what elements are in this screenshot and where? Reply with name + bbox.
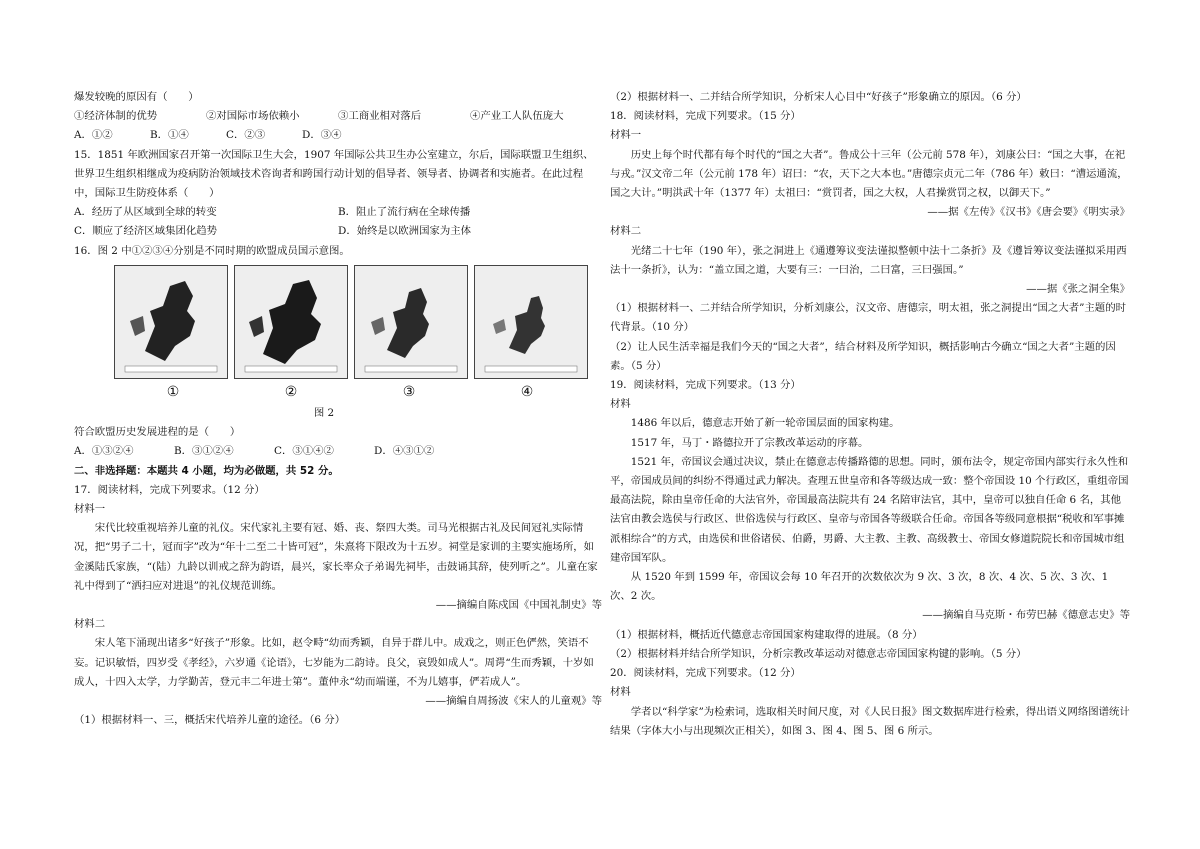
q17-material2-text: 宋人笔下涌现出诸多“好孩子”形象。比如，赵令畤“幼而秀颖，自异于群儿中。成戏之，则正色俨然，笑语不妄。记识敏悟，四岁受《孝经》，六岁通《论语》，七岁能为二韵诗。良父，哀毁如成人”。周谔“生而秀颖，十岁如成人，十四入太学，力学勤苦，登元丰二年进士第”。董仲永“幼而端谨，不为儿嬉事，俨若成人”。 bbox=[74, 637, 594, 688]
q14-statement-4: ④产业工人队伍庞大 bbox=[470, 110, 564, 123]
q18-sub1: （1）根据材料一、二并结合所学知识，分析刘康公，汉文帝、唐德宗，明太祖，张之洞提出“国之大者”主题的时代背景。（10 分） bbox=[610, 302, 1126, 334]
q20-stem: 20．阅读材料，完成下列要求。（12 分） bbox=[610, 667, 801, 680]
q20-material-text: 学者以“科学家”为检索词，选取相关时间尺度，对《人民日报》图文数据库进行检索，得出语义网络图谱统计结果（字体大小与出现频次正相关），如图 3、图 4、图 5、图 6 所示。 bbox=[610, 705, 1130, 737]
q14-stem-tail: 爆发较晚的原因有（ ） bbox=[74, 91, 199, 103]
q17-material1-text: 宋代比较重视培养儿童的礼仪。宋代家礼主要有冠、婚、丧、祭四大类。司马光根据古礼及民间冠礼实际情况，把“男子二十，冠而字”改为“年十二至二十皆可冠”，朱熹将下限改为十五岁。祠堂是家训的主要实施场所，如金溪陆氏家族，“(陆）九龄以训戒之辞为韵语，晨兴，家长率众子弟谒先祠毕，击鼓诵其辞，使列听之”。儿童在家礼中得到了“洒扫应对进退”的礼仪规范训练。 bbox=[74, 522, 598, 592]
q18-sub2: （2）让人民生活幸福是我们今天的“国之大者”，结合材料及所学知识，概括影响古今确立“国之大者”主题的因素。（5 分） bbox=[610, 340, 1116, 372]
q16-option-d: D．④③①② bbox=[374, 445, 435, 458]
q18-material2-text: 光绪二十七年（190 年），张之洞进上《通遵筹议变法谨拟整顿中法十二条折》及《遵旨筹议变法谨拟采用西法十一条折》，认为：“盖立国之道，大要有三：一曰治，二曰富，三曰强国。” bbox=[610, 244, 1127, 276]
q19-material-p3: 1521 年，帝国议会通过决议，禁止在德意志传播路德的思想。同时，颁布法令，规定帝国内部实行永久性和平，帝国成员间的纠纷不得通过武力解决。查理五世皇帝和各等级达成一致：整个帝国设 10 个行政区，重组帝国最高法院，除由皇帝任命的大法官外，帝国最高法院共有 24 名陪审法官，其中，皇帝可以独自任命 6 名，其他法官由教会选侯与行政区、世俗选侯与行政区、皇帝与帝国各等级联合任命。帝国各等级同意根据“税收和军事摊派相综合”的方式，由选侯和世俗诸侯、伯爵，男爵、大主教、主教、高级教士、帝国女修道院院长和帝国城市组建帝国军队。 bbox=[610, 455, 1129, 564]
q19-material-p1: 1486 年以后，德意志开始了新一轮帝国层面的国家构建。 bbox=[630, 417, 900, 430]
q16-option-c: C．③①④② bbox=[274, 445, 334, 458]
q19-sub2: （2）根据材料并结合所学知识，分析宗教改革运动对德意志帝国国家构键的影响。（5 分） bbox=[610, 647, 1027, 660]
q16-option-b: B．③①②④ bbox=[174, 445, 234, 458]
q16-option-a: A．①③②④ bbox=[74, 445, 134, 458]
q15-option-b: B．阻止了流行病在全球传播 bbox=[338, 206, 471, 219]
q16-options bbox=[74, 442, 602, 461]
q17-material2-title: 材料二 bbox=[74, 618, 106, 631]
q15-options-row2 bbox=[74, 222, 602, 241]
q17-material1-source: ——摘编自陈戍国《中国礼制史》等 bbox=[435, 599, 602, 612]
map-label-4: ④ bbox=[520, 383, 534, 400]
q14-statement-2: ②对国际市场依赖小 bbox=[206, 110, 300, 123]
q19-material-p4: 从 1520 年到 1599 年，帝国议会每 10 年召开的次数依次为 9 次、3 次，8 次、4 次、5 次、3 次、1 次、2 次。 bbox=[610, 571, 1109, 603]
eu-map-2 bbox=[234, 265, 348, 379]
q14-statement-3: ③工商业相对落后 bbox=[338, 110, 422, 123]
q19-sub1: （1）根据材料，概括近代德意志帝国国家构建取得的进展。（8 分） bbox=[610, 628, 923, 641]
q14-options bbox=[74, 126, 602, 145]
q14-option-c: C．②③ bbox=[226, 129, 266, 142]
q18-stem: 18．阅读材料，完成下列要求。（15 分） bbox=[610, 110, 801, 123]
q20-material-title: 材料 bbox=[610, 686, 631, 699]
q15-option-c: C．顺应了经济区域集团化趋势 bbox=[74, 225, 218, 238]
q15-stem: 15．1851 年欧洲国家召开第一次国际卫生大会，1907 年国际公共卫生办公室建立，尔后，国际联盟卫生组织、世界卫生组织相继成为疫病防治领域技术咨询者和跨国行动计划的倡导者、领导者、协调者和实施者。在此过程中，国际卫生防疫体系（ ） bbox=[74, 148, 594, 200]
map-label-2: ② bbox=[284, 383, 298, 400]
q14-statements bbox=[74, 107, 602, 126]
map-label-3: ③ bbox=[402, 383, 416, 400]
figure-2-labels bbox=[114, 383, 602, 402]
q19-material-source: ——摘编自马克斯・布劳巴赫《德意志史》等 bbox=[922, 609, 1130, 622]
q18-material1-title: 材料一 bbox=[610, 129, 642, 142]
right-column bbox=[610, 88, 1130, 741]
q15-options-row1 bbox=[74, 203, 602, 222]
q18-material2-source: ——据《张之洞全集》 bbox=[1026, 283, 1130, 296]
figure-caption: 图 2 bbox=[313, 407, 335, 420]
q17-sub1: （1）根据材料一、三，概括宋代培养儿童的途径。（6 分） bbox=[74, 714, 346, 727]
q15-option-a: A．经历了从区域到全球的转变 bbox=[74, 206, 217, 219]
q19-material-p2: 1517 年，马丁・路德拉开了宗教改革运动的序幕。 bbox=[630, 436, 869, 449]
eu-map-1 bbox=[114, 265, 228, 379]
q15-option-d: D．始终是以欧洲国家为主体 bbox=[338, 225, 472, 238]
q18-material1-text: 历史上每个时代都有每个时代的“国之大者”。鲁成公十三年（公元前 578 年），刘康公曰：“国之大事，在祀与戎。”汉文帝二年（公元前 178 年）诏曰：“农，天下之大本也。”唐德宗贞元二年（786 年）敕曰：“漕运通流，国之大计。”明洪武十年（1377 年）太祖曰：“赏罚者，国之大权，人君操赏罚之权，以御天下。” bbox=[610, 148, 1128, 200]
figure-2-maps bbox=[114, 265, 602, 379]
q14-statement-1: ①经济体制的优势 bbox=[74, 110, 158, 123]
q14-option-a: A．①② bbox=[74, 129, 113, 142]
left-column bbox=[74, 88, 602, 730]
q18-material2-title: 材料二 bbox=[610, 225, 642, 238]
q17-material2-source: ——摘编自周扬波《宋人的儿童观》等 bbox=[425, 695, 602, 708]
q14-option-d: D．③④ bbox=[302, 129, 342, 142]
eu-map-3 bbox=[354, 265, 468, 379]
eu-map-4 bbox=[474, 265, 588, 379]
q16-stem: 16．图 2 中①②③④分别是不同时期的欧盟成员国示意图。 bbox=[74, 244, 350, 257]
q19-stem: 19．阅读材料，完成下列要求。（13 分） bbox=[610, 379, 801, 392]
q17-stem: 17．阅读材料，完成下列要求。（12 分） bbox=[74, 483, 265, 496]
q19-material-title: 材料 bbox=[610, 398, 631, 411]
q16-stem-tail: 符合欧盟历史发展进程的是（ ） bbox=[74, 426, 241, 439]
section-heading: 二、非选择题：本题共 4 小题，均为必做题，共 52 分。 bbox=[74, 464, 339, 477]
map-label-1: ① bbox=[166, 383, 180, 400]
q14-option-b: B．①④ bbox=[150, 129, 189, 142]
q18-material1-source: ——据《左传》《汉书》《唐会要》《明实录》 bbox=[927, 206, 1130, 219]
q17-sub2: （2）根据材料一、二并结合所学知识，分析宋人心目中“好孩子”形象确立的原因。（6 分） bbox=[610, 91, 1027, 103]
q17-material1-title: 材料一 bbox=[74, 503, 106, 516]
